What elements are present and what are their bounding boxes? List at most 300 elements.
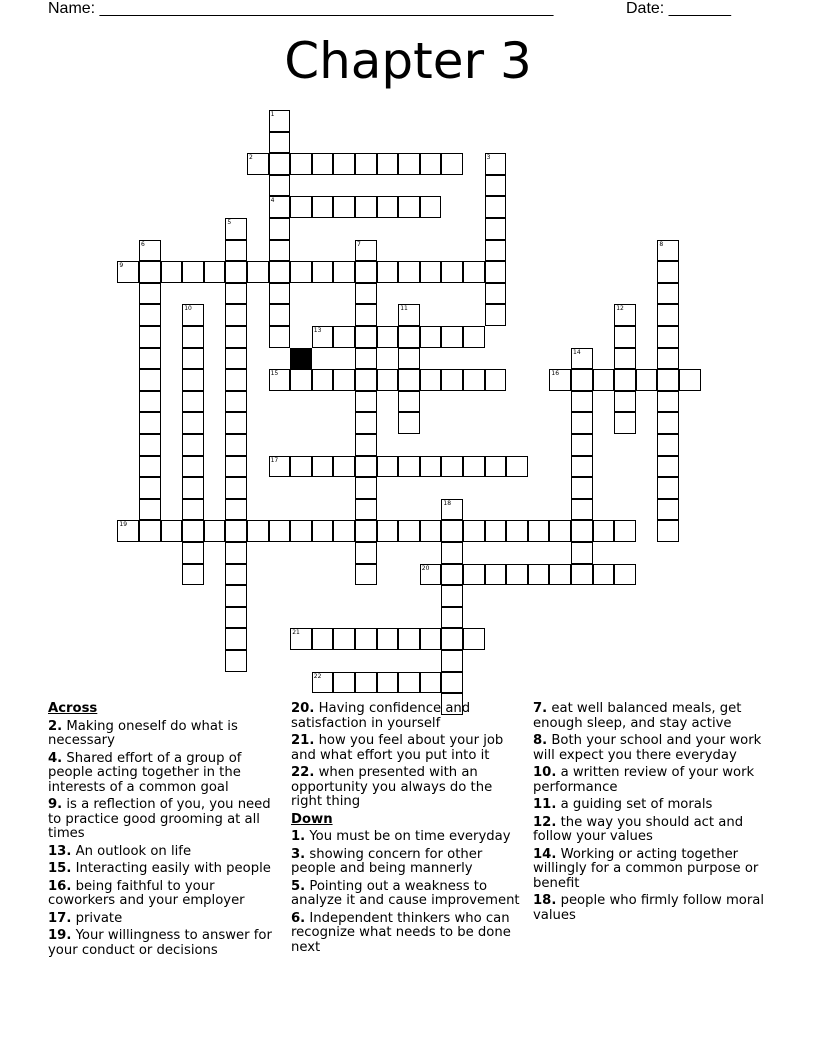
grid-cell[interactable] <box>528 564 550 586</box>
grid-cell[interactable] <box>657 283 679 305</box>
grid-cell[interactable] <box>117 261 139 283</box>
grid-cell[interactable] <box>225 564 247 586</box>
clue-text: Working or acting together willingly for a common purpose or benefit <box>533 846 759 891</box>
clue-text: a written review of your work performance <box>533 765 755 795</box>
date-field-label: Date: _______ <box>626 0 731 17</box>
clues-column-3 <box>533 702 768 926</box>
grid-cell[interactable] <box>139 348 161 370</box>
grid-cell[interactable] <box>139 304 161 326</box>
grid-cell[interactable] <box>657 434 679 456</box>
grid-cell[interactable] <box>355 477 377 499</box>
grid-cell[interactable] <box>225 585 247 607</box>
grid-cell[interactable] <box>333 520 355 542</box>
grid-cell[interactable] <box>355 348 377 370</box>
grid-cell[interactable] <box>441 153 463 175</box>
grid-cell[interactable] <box>333 261 355 283</box>
cell-number: 12 <box>616 305 624 313</box>
grid-cell[interactable] <box>355 304 377 326</box>
clue-item <box>48 845 283 860</box>
clue-number: 4. <box>48 750 63 766</box>
clue-item <box>291 830 526 845</box>
grid-cell[interactable] <box>593 564 615 586</box>
grid-cell[interactable] <box>161 261 183 283</box>
grid-cell[interactable] <box>312 628 334 650</box>
grid-cell[interactable] <box>355 672 377 694</box>
grid-cell[interactable] <box>355 542 377 564</box>
grid-cell[interactable] <box>161 520 183 542</box>
grid-cell[interactable] <box>506 520 528 542</box>
grid-cell[interactable] <box>269 304 291 326</box>
grid-cell[interactable] <box>247 520 269 542</box>
grid-cell[interactable] <box>571 456 593 478</box>
clue-text: a guiding set of morals <box>556 797 713 812</box>
grid-cell[interactable] <box>355 499 377 521</box>
grid-cell[interactable] <box>182 499 204 521</box>
grid-cell[interactable] <box>571 477 593 499</box>
clue-text: Shared effort of a group of people acting together in the interests of a common goal <box>48 750 242 795</box>
grid-cell[interactable] <box>485 456 507 478</box>
grid-cell[interactable] <box>290 520 312 542</box>
grid-cell[interactable] <box>485 218 507 240</box>
grid-cell[interactable] <box>182 564 204 586</box>
grid-cell[interactable] <box>312 672 334 694</box>
grid-cell[interactable] <box>441 369 463 391</box>
grid-cell[interactable] <box>225 218 247 240</box>
grid-cell[interactable] <box>225 304 247 326</box>
grid-cell[interactable] <box>571 499 593 521</box>
across-heading: Across <box>48 701 98 716</box>
grid-cell[interactable] <box>269 261 291 283</box>
grid-cell[interactable] <box>571 542 593 564</box>
grid-cell[interactable] <box>225 369 247 391</box>
clue-item <box>291 734 526 763</box>
grid-cell[interactable] <box>463 261 485 283</box>
grid-cell[interactable] <box>614 348 636 370</box>
grid-cell[interactable] <box>225 499 247 521</box>
grid-cell[interactable] <box>549 520 571 542</box>
grid-cell[interactable] <box>139 412 161 434</box>
grid-cell[interactable] <box>312 456 334 478</box>
grid-cell[interactable] <box>614 520 636 542</box>
grid-cell[interactable] <box>549 369 571 391</box>
clue-item <box>291 702 526 731</box>
grid-cell[interactable] <box>312 153 334 175</box>
grid-cell[interactable] <box>398 672 420 694</box>
grid-cell[interactable] <box>225 283 247 305</box>
clue-item <box>533 702 768 731</box>
grid-cell[interactable] <box>420 564 442 586</box>
grid-cell[interactable] <box>312 520 334 542</box>
clue-text: when presented with an opportunity you always do the right thing <box>291 765 493 809</box>
grid-cell[interactable] <box>182 520 204 542</box>
grid-cell[interactable] <box>463 520 485 542</box>
clue-number: 17. <box>48 910 72 926</box>
grid-cell[interactable] <box>549 564 571 586</box>
cell-number: 2 <box>249 154 253 162</box>
grid-cell[interactable] <box>355 240 377 262</box>
grid-cell[interactable] <box>182 326 204 348</box>
clue-item <box>533 816 768 845</box>
grid-cell[interactable] <box>420 196 442 218</box>
grid-cell[interactable] <box>117 520 139 542</box>
cell-number: 18 <box>443 499 452 507</box>
grid-cell[interactable] <box>636 369 658 391</box>
grid-cell[interactable] <box>571 564 593 586</box>
grid-cell[interactable] <box>657 477 679 499</box>
grid-cell[interactable] <box>614 564 636 586</box>
grid-cell[interactable] <box>657 348 679 370</box>
grid-cell[interactable] <box>333 196 355 218</box>
grid-cell[interactable] <box>398 369 420 391</box>
clue-text: eat well balanced meals, get enough sleep, and stay active <box>533 701 742 731</box>
grid-cell[interactable] <box>247 153 269 175</box>
grid-cell[interactable] <box>420 326 442 348</box>
grid-cell[interactable] <box>485 196 507 218</box>
grid-cell[interactable] <box>139 391 161 413</box>
grid-cell[interactable] <box>614 391 636 413</box>
grid-cell[interactable] <box>355 520 377 542</box>
cell-number: 6 <box>141 240 145 248</box>
grid-cell[interactable] <box>679 369 701 391</box>
grid-cell[interactable] <box>333 672 355 694</box>
grid-cell[interactable] <box>182 369 204 391</box>
clue-number: 3. <box>291 846 306 862</box>
grid-cell[interactable] <box>225 456 247 478</box>
grid-cell[interactable] <box>571 434 593 456</box>
grid-cell[interactable] <box>441 585 463 607</box>
grid-cell[interactable] <box>657 261 679 283</box>
grid-cell[interactable] <box>377 261 399 283</box>
grid-cell[interactable] <box>571 412 593 434</box>
clue-text: Making oneself do what is necessary <box>48 718 238 748</box>
grid-cell[interactable] <box>377 520 399 542</box>
grid-cell[interactable] <box>506 456 528 478</box>
grid-cell[interactable] <box>225 542 247 564</box>
grid-cell[interactable] <box>290 153 312 175</box>
grid-cell[interactable] <box>312 326 334 348</box>
down-heading: Down <box>291 811 333 827</box>
clue-number: 14. <box>533 846 557 862</box>
grid-cell[interactable] <box>398 348 420 370</box>
cell-number: 5 <box>227 219 232 226</box>
grid-cell[interactable] <box>182 434 204 456</box>
grid-cell[interactable] <box>182 412 204 434</box>
grid-cell[interactable] <box>398 304 420 326</box>
grid-cell[interactable] <box>355 283 377 305</box>
grid-cell[interactable] <box>398 456 420 478</box>
grid-cell[interactable] <box>571 369 593 391</box>
page-title: Chapter 3 <box>284 32 532 90</box>
grid-cell[interactable] <box>290 456 312 478</box>
grid-cell[interactable] <box>614 369 636 391</box>
grid-cell[interactable] <box>290 628 312 650</box>
grid-cell[interactable] <box>225 434 247 456</box>
grid-cell[interactable] <box>225 412 247 434</box>
grid-cell[interactable] <box>182 477 204 499</box>
grid-cell[interactable] <box>485 261 507 283</box>
grid-cell[interactable] <box>225 240 247 262</box>
grid-cell[interactable] <box>441 564 463 586</box>
grid-cell[interactable] <box>139 520 161 542</box>
grid-cell[interactable] <box>355 564 377 586</box>
grid-cell[interactable] <box>571 348 593 370</box>
grid-cell[interactable] <box>657 369 679 391</box>
clue-number: 5. <box>291 878 306 894</box>
grid-cell[interactable] <box>333 326 355 348</box>
clue-item <box>48 752 283 796</box>
grid-cell[interactable] <box>485 564 507 586</box>
grid-cell[interactable] <box>463 326 485 348</box>
grid-cell[interactable] <box>528 520 550 542</box>
grid-cell[interactable] <box>398 520 420 542</box>
grid-cell[interactable] <box>333 456 355 478</box>
grid-cell[interactable] <box>355 434 377 456</box>
grid-cell[interactable] <box>441 672 463 694</box>
grid-cell[interactable] <box>139 456 161 478</box>
clue-item <box>48 720 283 749</box>
grid-cell[interactable] <box>571 520 593 542</box>
grid-cell[interactable] <box>269 153 291 175</box>
clue-number: 2. <box>48 718 63 734</box>
grid-cell[interactable] <box>657 520 679 542</box>
name-field-label: Name: ___________________________________________________ <box>48 0 554 17</box>
grid-cell[interactable] <box>463 564 485 586</box>
clue-item <box>48 912 283 927</box>
grid-cell[interactable] <box>485 283 507 305</box>
clue-number: 16. <box>48 878 72 894</box>
cell-number: 10 <box>184 305 192 313</box>
grid-cell[interactable] <box>571 391 593 413</box>
clue-number: 7. <box>533 701 548 716</box>
grid-cell[interactable] <box>657 456 679 478</box>
cell-number: 20 <box>421 564 430 572</box>
grid-cell[interactable] <box>269 132 291 154</box>
grid-cell[interactable] <box>355 391 377 413</box>
grid-cell[interactable] <box>657 304 679 326</box>
grid-cell[interactable] <box>355 153 377 175</box>
clue-number: 10. <box>533 765 557 780</box>
grid-cell[interactable] <box>269 456 291 478</box>
grid-cell[interactable] <box>485 304 507 326</box>
grid-cell[interactable] <box>139 326 161 348</box>
clue-item <box>48 929 283 958</box>
grid-cell[interactable] <box>312 196 334 218</box>
clues-column-1 <box>48 702 283 961</box>
grid-cell[interactable] <box>420 369 442 391</box>
clue-number: 22. <box>291 765 315 780</box>
grid-cell[interactable] <box>398 412 420 434</box>
grid-cell[interactable] <box>377 672 399 694</box>
grid-cell[interactable] <box>182 304 204 326</box>
grid-cell[interactable] <box>657 391 679 413</box>
grid-cell[interactable] <box>139 499 161 521</box>
grid-cell[interactable] <box>398 261 420 283</box>
grid-cell[interactable] <box>657 412 679 434</box>
clue-item <box>533 798 768 813</box>
grid-cell[interactable] <box>182 542 204 564</box>
grid-cell[interactable] <box>463 369 485 391</box>
grid-cell[interactable] <box>269 283 291 305</box>
grid-cell[interactable] <box>269 110 291 132</box>
clue-text: Having confidence and satisfaction in yourself <box>291 701 471 731</box>
grid-cell[interactable] <box>139 477 161 499</box>
grid-cell[interactable] <box>355 326 377 348</box>
cell-number: 17 <box>270 456 279 464</box>
grid-cell[interactable] <box>441 520 463 542</box>
grid-cell[interactable] <box>593 369 615 391</box>
grid-cell[interactable] <box>441 607 463 629</box>
grid-cell[interactable] <box>485 175 507 197</box>
grid-cell[interactable] <box>290 261 312 283</box>
grid-cell[interactable] <box>355 628 377 650</box>
grid-cell[interactable] <box>441 650 463 672</box>
clue-item <box>533 766 768 795</box>
cell-number: 1 <box>270 111 275 118</box>
grid-cell[interactable] <box>269 240 291 262</box>
grid-cell[interactable] <box>333 628 355 650</box>
grid-cell[interactable] <box>377 153 399 175</box>
grid-cell[interactable] <box>441 456 463 478</box>
grid-cell[interactable] <box>355 261 377 283</box>
grid-cell[interactable] <box>225 520 247 542</box>
grid-cell[interactable] <box>225 261 247 283</box>
grid-cell[interactable] <box>269 175 291 197</box>
clue-number: 18. <box>533 893 557 908</box>
grid-cell[interactable] <box>377 369 399 391</box>
grid-cell[interactable] <box>269 196 291 218</box>
grid-cell[interactable] <box>139 369 161 391</box>
grid-cell[interactable] <box>420 672 442 694</box>
grid-cell[interactable] <box>441 261 463 283</box>
grid-cell[interactable] <box>657 240 679 262</box>
clue-item <box>533 848 768 892</box>
clue-text: how you feel about your job and what effort you put into it <box>291 733 504 763</box>
clue-number: 21. <box>291 733 315 748</box>
grid-cell[interactable] <box>441 542 463 564</box>
grid-cell[interactable] <box>485 153 507 175</box>
grid-cell[interactable] <box>398 153 420 175</box>
grid-cell[interactable] <box>225 650 247 672</box>
grid-cell[interactable] <box>225 477 247 499</box>
grid-cell[interactable] <box>269 520 291 542</box>
grid-cell[interactable] <box>377 456 399 478</box>
grid-cell[interactable] <box>182 261 204 283</box>
grid-cell[interactable] <box>204 520 226 542</box>
grid-cell[interactable] <box>333 153 355 175</box>
grid-cell[interactable] <box>139 240 161 262</box>
clue-item <box>48 880 283 909</box>
grid-cell[interactable] <box>657 499 679 521</box>
grid-cell[interactable] <box>333 369 355 391</box>
cell-number: 21 <box>292 629 300 637</box>
grid-cell[interactable] <box>355 456 377 478</box>
grid-cell[interactable] <box>247 261 269 283</box>
clue-text: You must be on time everyday <box>305 829 511 844</box>
grid-cell[interactable] <box>290 196 312 218</box>
grid-cell[interactable] <box>614 304 636 326</box>
clue-text: Pointing out a weakness to analyze it and cause improvement <box>291 878 520 908</box>
grid-cell[interactable] <box>377 196 399 218</box>
grid-cell[interactable] <box>355 196 377 218</box>
grid-cell[interactable] <box>225 628 247 650</box>
grid-cell[interactable] <box>139 434 161 456</box>
cell-number: 15 <box>270 370 279 378</box>
grid-cell[interactable] <box>398 628 420 650</box>
grid-cell[interactable] <box>441 628 463 650</box>
clue-number: 6. <box>291 910 306 926</box>
cell-number: 19 <box>119 521 128 529</box>
grid-cell[interactable] <box>657 326 679 348</box>
grid-cell[interactable] <box>420 261 442 283</box>
clue-item <box>48 862 283 877</box>
grid-cell[interactable] <box>269 326 291 348</box>
grid-cell[interactable] <box>182 391 204 413</box>
grid-cell[interactable] <box>398 196 420 218</box>
clue-text: the way you should act and follow your values <box>533 814 744 844</box>
grid-cell[interactable] <box>463 456 485 478</box>
grid-cell[interactable] <box>593 520 615 542</box>
grid-cell[interactable] <box>377 326 399 348</box>
grid-cell[interactable] <box>225 391 247 413</box>
grid-cell[interactable] <box>441 499 463 521</box>
grid-cell[interactable] <box>269 369 291 391</box>
clue-text: private <box>71 910 123 926</box>
clue-item <box>291 766 526 810</box>
grid-cell[interactable] <box>614 412 636 434</box>
grid-cell[interactable] <box>290 369 312 391</box>
grid-cell[interactable] <box>420 628 442 650</box>
grid-cell[interactable] <box>420 520 442 542</box>
grid-cell[interactable] <box>398 391 420 413</box>
grid-cell[interactable] <box>420 456 442 478</box>
grid-cell[interactable] <box>614 326 636 348</box>
grid-cell[interactable] <box>139 283 161 305</box>
grid-cell[interactable] <box>355 412 377 434</box>
grid-cell[interactable] <box>139 261 161 283</box>
cell-number: 11 <box>400 305 408 313</box>
grid-cell[interactable] <box>398 326 420 348</box>
grid-cell[interactable] <box>225 348 247 370</box>
grid-cell[interactable] <box>485 240 507 262</box>
grid-cell[interactable] <box>485 369 507 391</box>
cell-number: 14 <box>573 348 581 356</box>
grid-cell[interactable] <box>420 153 442 175</box>
grid-cell[interactable] <box>225 326 247 348</box>
clue-text: Both your school and your work will expect you there everyday <box>533 733 762 763</box>
grid-cell[interactable] <box>225 607 247 629</box>
clue-text: people who firmly follow moral values <box>533 893 765 923</box>
clue-item <box>291 880 526 909</box>
grid-cell[interactable] <box>269 218 291 240</box>
grid-cell[interactable] <box>377 628 399 650</box>
grid-cell[interactable] <box>485 520 507 542</box>
clue-number: 11. <box>533 797 557 812</box>
grid-cell[interactable] <box>182 456 204 478</box>
grid-cell[interactable] <box>506 564 528 586</box>
cell-number: 9 <box>119 262 124 270</box>
grid-cell[interactable] <box>312 261 334 283</box>
grid-cell[interactable] <box>355 369 377 391</box>
grid-cell[interactable] <box>312 369 334 391</box>
grid-cell[interactable] <box>441 326 463 348</box>
grid-cell[interactable] <box>463 628 485 650</box>
clue-item <box>48 798 283 842</box>
clue-text: Independent thinkers who can recognize what needs to be done next <box>291 910 511 955</box>
grid-cell[interactable] <box>182 348 204 370</box>
black-cell <box>290 348 312 370</box>
grid-cell[interactable] <box>204 261 226 283</box>
cell-number: 13 <box>313 327 322 334</box>
